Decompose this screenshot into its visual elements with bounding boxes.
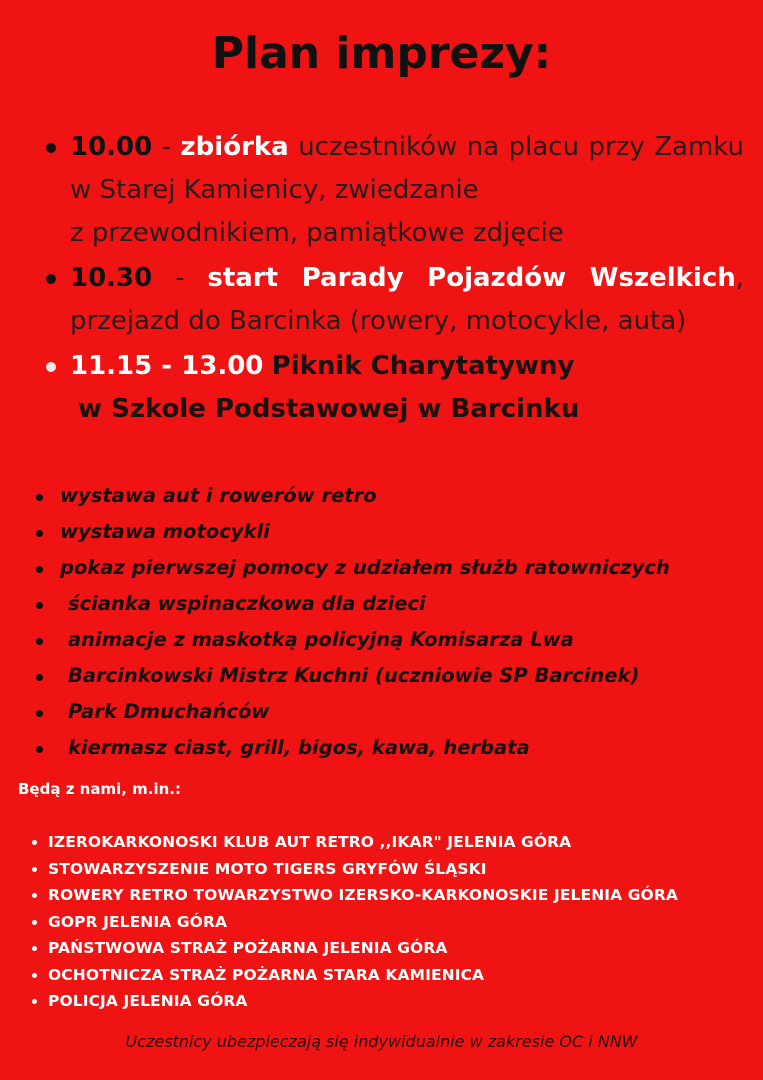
schedule-item bbox=[44, 345, 744, 431]
schedule-dash: - bbox=[161, 132, 172, 162]
organization-item: STOWARZYSZENIE MOTO TIGERS GRYFÓW ŚLĄSKI bbox=[30, 856, 750, 883]
schedule-list bbox=[44, 126, 744, 433]
organization-item: OCHOTNICZA STRAŻ POŻARNA STARA KAMIENICA bbox=[30, 962, 750, 989]
schedule-text: Zamku w Starej Kamienicy, zwiedzanie bbox=[70, 132, 745, 205]
organization-item: GOPR JELENIA GÓRA bbox=[30, 909, 750, 936]
page-title: Plan imprezy: bbox=[211, 28, 552, 79]
insurance-note: Uczestnicy ubezpieczają się indywidualnie w zakresie OC i NNW bbox=[125, 1032, 638, 1051]
schedule-highlight: Piknik Charytatywny bbox=[271, 351, 575, 381]
schedule-item bbox=[44, 126, 744, 255]
activities-list bbox=[34, 478, 754, 766]
organization-item: PAŃSTWOWA STRAŻ POŻARNA JELENIA GÓRA bbox=[30, 935, 750, 962]
schedule-highlight: zbiórka bbox=[180, 132, 289, 162]
schedule-highlight: start Parady Pojazdów Wszelkich bbox=[207, 263, 736, 293]
organization-item: ROWERY RETRO TOWARZYSTWO IZERSKO-KARKONOSKIE JELENIA GÓRA bbox=[30, 882, 750, 909]
activity-item: ścianka wspinaczkowa dla dzieci bbox=[34, 586, 754, 622]
activity-item: Park Dmuchańców bbox=[34, 694, 754, 730]
schedule-time: 11.15 - 13.00 bbox=[70, 351, 264, 381]
schedule-text: w Szkole Podstawowej w Barcinku bbox=[78, 394, 580, 424]
organization-item: POLICJA JELENIA GÓRA bbox=[30, 988, 750, 1015]
with-us-label: Będą z nami, m.in.: bbox=[18, 780, 181, 798]
schedule-text: uczestników na placu przy bbox=[298, 132, 645, 162]
activity-item: Barcinkowski Mistrz Kuchni (uczniowie SP Barcinek) bbox=[34, 658, 754, 694]
activity-item: kiermasz ciast, grill, bigos, kawa, herbata bbox=[34, 730, 754, 766]
activity-item: pokaz pierwszej pomocy z udziałem służb ratowniczych bbox=[34, 550, 754, 586]
activity-item: wystawa aut i rowerów retro bbox=[34, 478, 754, 514]
schedule-item bbox=[44, 257, 744, 343]
schedule-tail: , bbox=[735, 263, 745, 293]
activity-item: animacje z maskotką policyjną Komisarza Lwa bbox=[34, 622, 754, 658]
schedule-text: z przewodnikiem, pamiątkowe zdjęcie bbox=[70, 218, 564, 248]
schedule-text: auta) bbox=[617, 306, 687, 336]
schedule-text: przejazd do Barcinka (rowery, motocykle, bbox=[70, 306, 610, 336]
activity-item: wystawa motocykli bbox=[34, 514, 754, 550]
schedule-time: 10.00 bbox=[70, 132, 153, 162]
organization-item: IZEROKARKONOSKI KLUB AUT RETRO ,,IKAR" JELENIA GÓRA bbox=[30, 829, 750, 856]
schedule-dash: - bbox=[175, 263, 185, 293]
organizations-list bbox=[30, 829, 750, 1015]
schedule-time: 10.30 bbox=[70, 263, 153, 293]
